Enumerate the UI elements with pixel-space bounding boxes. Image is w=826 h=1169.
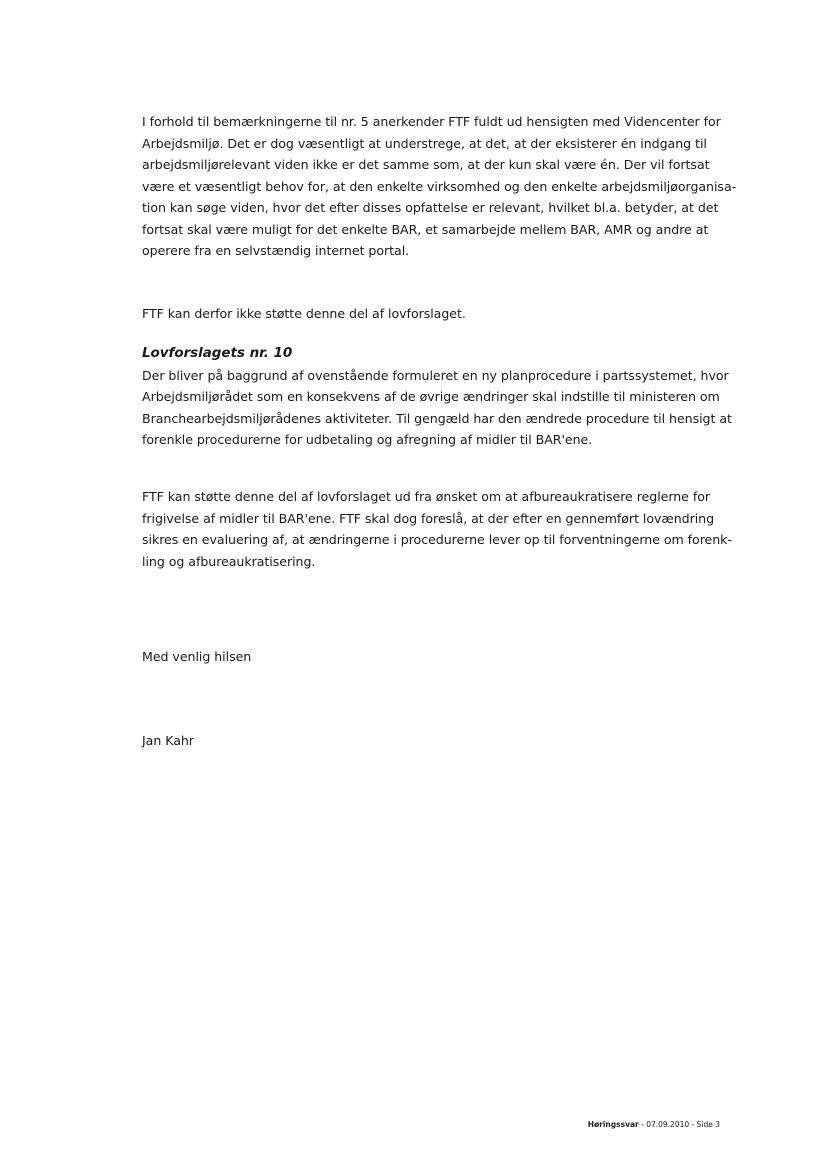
footer-doc-type: Høringssvar bbox=[587, 1120, 639, 1129]
section-heading: Lovforslagets nr. 10 bbox=[142, 345, 293, 361]
text-line: forenkle procedurerne for udbetaling og afregning af midler til BAR'ene. bbox=[142, 432, 593, 447]
text-line: arbejdsmiljørelevant viden ikke er det samme som, at der kun skal være én. Der vil fortsat bbox=[142, 157, 710, 172]
text-line: Arbejdsmiljørådet som en konsekvens af de øvrige ændringer skal indstille til ministeren om bbox=[142, 389, 720, 404]
text-line: I forhold til bemærkningerne til nr. 5 anerkender FTF fuldt ud hensigten med Videncenter for bbox=[142, 114, 721, 129]
text-line: fortsat skal være muligt for det enkelte BAR, et samarbejde mellem BAR, AMR og andre at bbox=[142, 221, 709, 237]
text-line: tion kan søge viden, hvor det efter disses opfattelse er relevant, hvilket bl.a. betyder, at det bbox=[142, 200, 719, 215]
text-line: være et væsentligt behov for, at den enkelte virksomhed og den enkelte arbejdsmiljøorganisa- bbox=[142, 178, 737, 194]
section-lovforslag-10 bbox=[142, 343, 732, 451]
paragraph-videncenter bbox=[142, 111, 737, 262]
text-line: Arbejdsmiljø. Det er dog væsentligt at understrege, at det, at der eksisterer én indgang til bbox=[142, 135, 707, 151]
footer-date-page: - 07.09.2010 - Side 3 bbox=[638, 1120, 720, 1129]
text-line: frigivelse af midler til BAR'ene. FTF skal dog foreslå, at der efter en gennemført lovændring bbox=[142, 510, 715, 526]
text-line: sikres en evaluering af, at ændringerne i procedurerne lever op til forventningerne om forenk- bbox=[142, 532, 732, 547]
page-footer bbox=[588, 1120, 720, 1129]
paragraph-no-support bbox=[142, 303, 732, 325]
text-line: Der bliver på baggrund af ovenstående formuleret en ny planprocedure i partssystemet, hvor bbox=[142, 367, 729, 383]
text-line: operere fra en selvstændig internet portal. bbox=[142, 243, 410, 258]
signature bbox=[142, 730, 732, 752]
signature-name: Jan Kahr bbox=[142, 733, 194, 748]
text-line: FTF kan støtte denne del af lovforslaget ud fra ønsket om at afbureaukratisere reglerne for bbox=[142, 489, 710, 504]
closing-text: Med venlig hilsen bbox=[142, 649, 252, 664]
paragraph-support bbox=[142, 486, 732, 572]
closing-greeting bbox=[142, 646, 732, 668]
text-line: Branchearbejdsmiljørådenes aktiviteter. Til gengæld har den ændrede procedure til hensigt at bbox=[142, 410, 732, 426]
text-line: FTF kan derfor ikke støtte denne del af lovforslaget. bbox=[142, 306, 466, 321]
text-line: ling og afbureaukratisering. bbox=[142, 553, 316, 569]
